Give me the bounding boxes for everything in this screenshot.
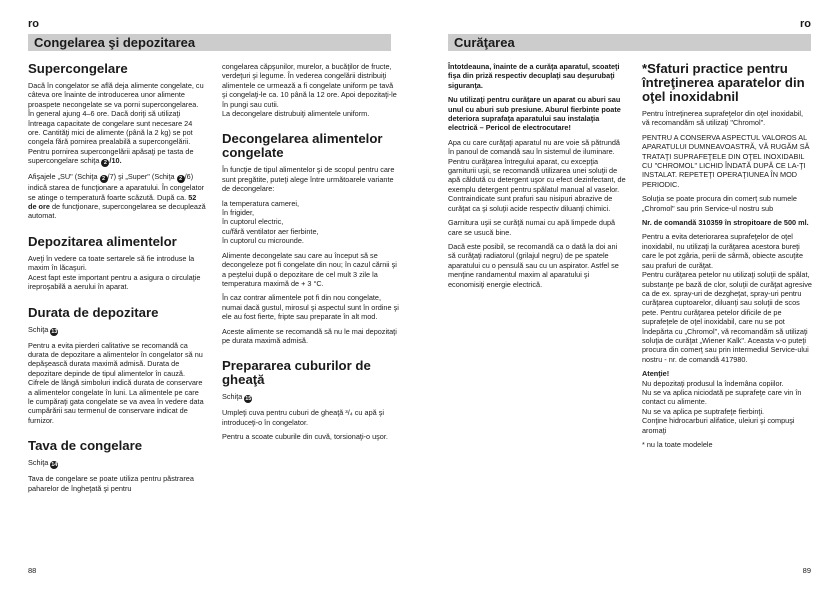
page-number-right: 89 [802,566,811,575]
paragraph [28,81,206,167]
language-code-right: ro [800,18,811,30]
paragraph: Apa cu care curăţaţi aparatul nu are voie să pătrundă în panoul de comandă sau în sistemul de iluminare. Pentru curăţarea întregului aparat, cu excepţia garniturii uşii, se recomandă utilizarea unei soluţii de apă căldută cu detergent uşor cu efect dezinfectant, de exemplu detergent pentru spălatul manual al vaselor. Contraindicate sunt prafuri sau nisipuri abrazive de curăţat ca şi soluţii acide respectiv diluanţi chimici. [448,137,626,213]
warning-unplug: Întotdeauna, înainte de a curăţa aparatul, scoateţi fişa din priză respectiv decuplaţi sau deşurubaţi siguranţa. [448,62,620,90]
paragraph: În caz contrar alimentele pot fi din nou congelate, numai dacă gustul, mirosul şi aspectul sunt în ordine şi ele au fost fierte, fripte sau preparate în alt mod. [222,293,399,322]
attention-title: Atenţie! [642,369,670,379]
text: 52 de ore [28,192,197,212]
figure-ref-icon: 2 [100,175,108,183]
section-header-cleaning: Curăţarea [448,34,811,51]
figure-reference [28,325,206,336]
paragraph: Umpleţi cuva pentru cuburi de gheaţă ³/₄ cu apă şi introduceţi-o în congelator. [222,408,384,427]
heading-cuburi: Prepararea cuburilor de gheaţă [222,358,371,388]
column-2 [222,62,400,447]
attention-list: Nu depozitaţi produsul la îndemâna copiilor. Nu se va aplica niciodată pe suprafeţe care vin în contact cu alimente. Nu se va aplica pe suptrafeţe fierbinţi. Conţine hidrocarburi alifatice, uleiuri şi compuşi aromaţi [642,378,802,435]
paragraph: congelarea căpşunilor, murelor, a bucăţilor de fructe, verdeţuri şi legume. În vederea congelării distribuiţi alimentele ce urmează a fi congelate uniform pe tavă şi congelaţi-le ca. 10 până la 12 ore. Apoi depozitaţi-le în pungi sau cutii. La decongelare distrubuiţi alimentele uniform. [222,62,397,119]
text: /7) şi „Super" (Schiţa [107,172,175,182]
heading-depozitarea: Depozitarea alimentelor [28,233,177,249]
figure-reference [222,392,400,403]
heading-durata: Durata de depozitare [28,304,159,320]
paragraph: Tava de congelare se poate utiliza pentru păstrarea paharelor de îngheţată şi pentru [28,474,194,493]
figure-ref-icon: 14 [51,462,58,469]
paragraph: Aveţi în vedere ca toate sertarele să fie introduse la maxim în lăcaşuri. Acest fapt este important pentru a asigura o circulaţie ireproşabilă a aerului în aparat. [28,253,201,292]
page-number-left: 88 [28,566,37,575]
heading-tava: Tava de congelare [28,438,143,454]
paragraph: Pentru a scoate cuburile din cuvă, torsionaţi-o uşor. [222,432,388,442]
paragraph [28,172,206,221]
section-header-freezing: Congelarea şi depozitarea [28,34,391,51]
figure-ref-icon: 2 [177,175,185,183]
paragraph-caps: PENTRU A CONSERVA ASPECTUL VALOROS AL APARATULUI DUMNEAVOASTRĂ, VĂ RUGĂM SĂ TRATAŢI SUPRAFEŢELE DIN OŢEL INOXIDABIL CU "CHROMOL" LICHID ÎNDATĂ DUPĂ CE LA-ŢI INSTALAT. REPETEŢI OPERAŢIUNEA ÎN MOD PERIODIC. [642,132,810,189]
text: Schiţa [28,324,49,334]
figure-ref-icon: 2 [101,159,109,167]
text: Dacă în congelator se află deja alimente congelate, cu câteva ore înainte de introducerea unor alimente proaspete necongelate se va porni supercongelarea. În general ajung 4–6 ore. Dacă doriţi să utilizaţi întreaga capacitate de congelare sunt necesare 24 ore. Cantităţi mici de alimente (până la 2 kg) se pot congela fără pornirea prealabilă a supercongelării. Pentru pornirea supercongelării apăsaţi pe tasta de supercongelare schiţa [28,81,204,166]
paragraph: Alimente decongelate sau care au început să se decongeleze pot fi congelate din nou; în cazul cărnii şi a peştelui după o depozitare de cel mult 3 zile la temperatura maximă de + 3 °C. [222,250,397,288]
thaw-options-list: la temperatura camerei, în frigider, în cuptorul electric, cu/fără ventilator aer fierbinte, în cuptorul cu microunde. [222,198,319,246]
column-4 [642,62,812,454]
paragraph: Soluţia se poate procura din comerţ sub numele „Chromol" sau prin Service-ul nostru sub [642,194,797,213]
paragraph: Garnitura uşii se curăţă numai cu apă limpede după care se usucă bine. [448,218,616,237]
paragraph: Pentru a evita pierderi calitative se recomandă ca durata de depozitare a alimentelor în congelator să nu depăşească durata maximă admisă. Durata de depozitare depinde de tipul alimentelor în cauză. Cifrele de lângă simboluri indică durata de conservare a alimentelor congelate în luni. La alimentele pe care le cumpăraţi gata congelate se va avea în vedere data cumpărării sau termenul de conservare indicat de furnizor. [28,340,204,425]
heading-decongelarea: Decongelarea alimentelor congelate [222,131,383,161]
figure-ref-icon: 15 [245,396,252,403]
heading-sfaturi: *Sfaturi practice pentru întreţinerea aparatelor din oţel inoxidabnil [642,61,805,104]
paragraph: În funcţie de tipul alimentelor şi de scopul pentru care sunt pregătite, puteţi alege între următoarele variante de decongelare: [222,165,395,194]
column-1 [28,62,206,498]
text: de funcţionare, supercongelarea se decuplează automat. [28,202,206,221]
paragraph: Dacă este posibil, se recomandă ca o dată la doi ani să curăţaţi radiatorul (grilajul negru) de pe spatele aparatului cu o pensulă sau cu un aspirator. Astfel se menţine randamentul maxim al aparatului şi economisiţi energie electrică. [448,241,619,289]
heading-supercongelare: Supercongelare [28,61,128,76]
paragraph: Aceste alimente se recomandă să nu le mai depozitaţi pe durata maximă admisă. [222,326,397,345]
text: /10. [109,156,122,166]
order-number: Nr. de comandă 310359 în stropitoare de 500 ml. [642,218,809,228]
text: /6) indică starea de funcţionare a aparatului. În congelator se atinge o temperatură foarte scăzută. După ca. [28,172,205,202]
column-3 [448,62,626,294]
paragraph: Pentru a evita deteriorarea suprafeţelor de oţel inoxidabil, nu utilizaţi la curăţarea acestora bureţi care le pot zgâria, perii de sârmă, obiecte ascuţite sau prafuri de curăţat. Pentru curăţarea petelor nu utilizaţi soluţii de spălat, substanţe pe bază de clor, soluţii de curăţat agresive ca de ex. spray-uri de dezgheţat, spray-uri pentru curăţarea cuptoarelor, diluanţi sau soluţii de scos pete. Pentru curăţarea petelor dificile de pe suprafeţele de oţel inoxidabil, care nu se pot îndepărta cu „Chromol", vă recomandăm să utilizaţi soluţia de curăţat „Wiener Kalk". Aceasta v-o puteţi procura din comerţ sau prin intermediul Service-ului nostru - nr. de comandă 417980. [642,232,812,364]
footnote: * nu la toate modelele [642,440,713,449]
text: Schiţa [28,458,49,468]
language-code-left: ro [28,18,39,30]
figure-ref-icon: 13 [51,328,58,335]
paragraph: Pentru întreţinerea suprafeţelor din oţel inoxidabil, vă recomandăm să utilizaţi "Chromol". [642,109,804,128]
figure-reference [28,458,206,469]
warning-steam: Nu utilizaţi pentru curăţare un aparat cu aburi sau unul cu aburi sub presiune. Aburul fierbinte poate deteriora suprafaţa aparatului sau instalaţia electrică – Pericol de electrocutare! [448,95,621,133]
text: Afişajele „SU" (Schiţa [28,172,98,182]
text: Schiţa [222,392,243,402]
